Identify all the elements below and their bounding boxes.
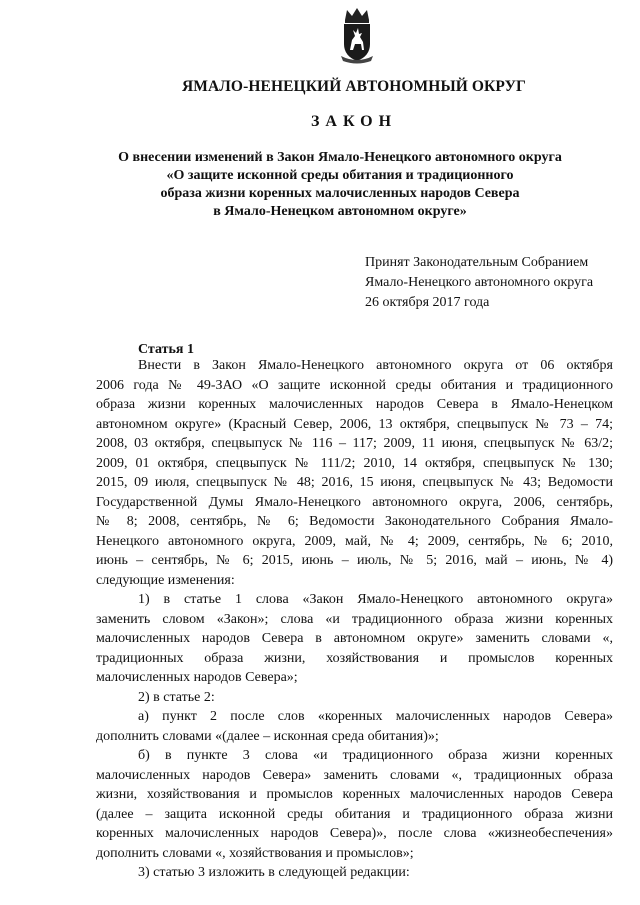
paragraph-line: Государственной Думы Ямало-Ненецкого автономного округа, 2006, сентябрь, bbox=[96, 494, 613, 510]
title-line: в Ямало-Ненецком автономном округе» bbox=[213, 204, 467, 219]
paragraph-line: июнь – сентябрь, № 6; 2015, июнь – июль, № 5; 2016, май – июнь, № 4) bbox=[96, 553, 613, 568]
paragraph-line: автономном округе» (Красный Север, 2006, 13 октября, спецвыпуск № 73 – 74; bbox=[96, 416, 613, 432]
paragraph-line: малочисленных народов Севера в автономном округе» заменить словами «, bbox=[96, 631, 613, 646]
paragraph-line: заменить словом «Закон»; слова «и традиционного образа жизни коренных bbox=[96, 611, 613, 627]
paragraph-line: коренных малочисленных народов Севера)», после слова «жизнеобеспечения» bbox=[96, 826, 613, 841]
paragraph-line: традиционных образа жизни, хозяйствования и промыслов коренных bbox=[96, 650, 613, 666]
paragraph-line: 2008, 03 октября, спецвыпуск № 116 – 117; 2009, 11 июня, спецвыпуск № 63/2; bbox=[96, 436, 613, 451]
law-heading: ЗАКОН bbox=[310, 113, 398, 130]
paragraph-line: 1) в статье 1 слова «Закон Ямало-Ненецкого автономного округа» bbox=[138, 592, 613, 607]
paragraph-line: 3) статью 3 изложить в следующей редакции: bbox=[138, 865, 410, 880]
paragraph-line: а) пункт 2 после слов «коренных малочисленных народов Севера» bbox=[138, 709, 613, 724]
adoption-line: Принят Законодательным Собранием bbox=[365, 255, 589, 270]
adoption-line: Ямало-Ненецкого автономного округа bbox=[365, 275, 594, 290]
paragraph-line: 2015, 09 июля, спецвыпуск № 48; 2016, 15 июня, спецвыпуск № 43; Ведомости bbox=[96, 475, 613, 490]
paragraph-line: № 8; 2008, сентябрь, № 6; Ведомости Законодательного Собрания Ямало- bbox=[96, 514, 613, 529]
paragraph-line: образа жизни коренных малочисленных народов Севера в Ямало-Ненецком bbox=[96, 397, 613, 412]
region-name: ЯМАЛО-НЕНЕЦКИЙ АВТОНОМНЫЙ ОКРУГ bbox=[181, 78, 527, 95]
paragraph-line: малочисленных народов Севера»; bbox=[96, 670, 298, 685]
adoption-note bbox=[365, 253, 593, 313]
paragraph-line: (далее – защита исконной среды обитания и традиционного образа жизни bbox=[96, 806, 613, 822]
article-body bbox=[96, 356, 613, 883]
paragraph-line: 2009, 01 октября, спецвыпуск № 111/2; 2010, 14 октября, спецвыпуск № 130; bbox=[96, 455, 613, 471]
adoption-line: 26 октября 2017 года bbox=[365, 295, 490, 310]
title-line: образа жизни коренных малочисленных народов Севера bbox=[160, 186, 520, 201]
paragraph-line: 2) в статье 2: bbox=[138, 689, 215, 705]
article-heading: Статья 1 bbox=[138, 342, 194, 357]
paragraph-line: б) в пункте 3 слова «и традиционного образа жизни коренных bbox=[138, 748, 613, 763]
paragraph-line: жизни, хозяйствования и промыслов коренных малочисленных народов Севера bbox=[96, 787, 613, 802]
paragraph-line: дополнить словами «, хозяйствования и промыслов»; bbox=[96, 845, 414, 861]
paragraph-line: следующие изменения: bbox=[96, 572, 235, 588]
paragraph-line: малочисленных народов Севера» заменить словами «, традиционных образа bbox=[96, 767, 613, 783]
paragraph-line: Внести в Закон Ямало-Ненецкого автономного округа от 06 октября bbox=[138, 358, 613, 373]
law-title bbox=[100, 149, 580, 221]
title-line: О внесении изменений в Закон Ямало-Ненецкого автономного округа bbox=[118, 150, 562, 165]
paragraph-line: дополнить словами «(далее – исконная среда обитания)»; bbox=[96, 728, 439, 744]
paragraph-line: Ненецкого автономного округа, 2009, май, № 4; 2009, сентябрь, № 6; 2010, bbox=[96, 533, 613, 549]
paragraph-line: 2006 года № 49-ЗАО «О защите исконной среды обитания и традиционного bbox=[96, 377, 613, 393]
title-line: «О защите исконной среды обитания и традиционного bbox=[166, 168, 514, 183]
coat-of-arms-icon bbox=[335, 6, 379, 64]
